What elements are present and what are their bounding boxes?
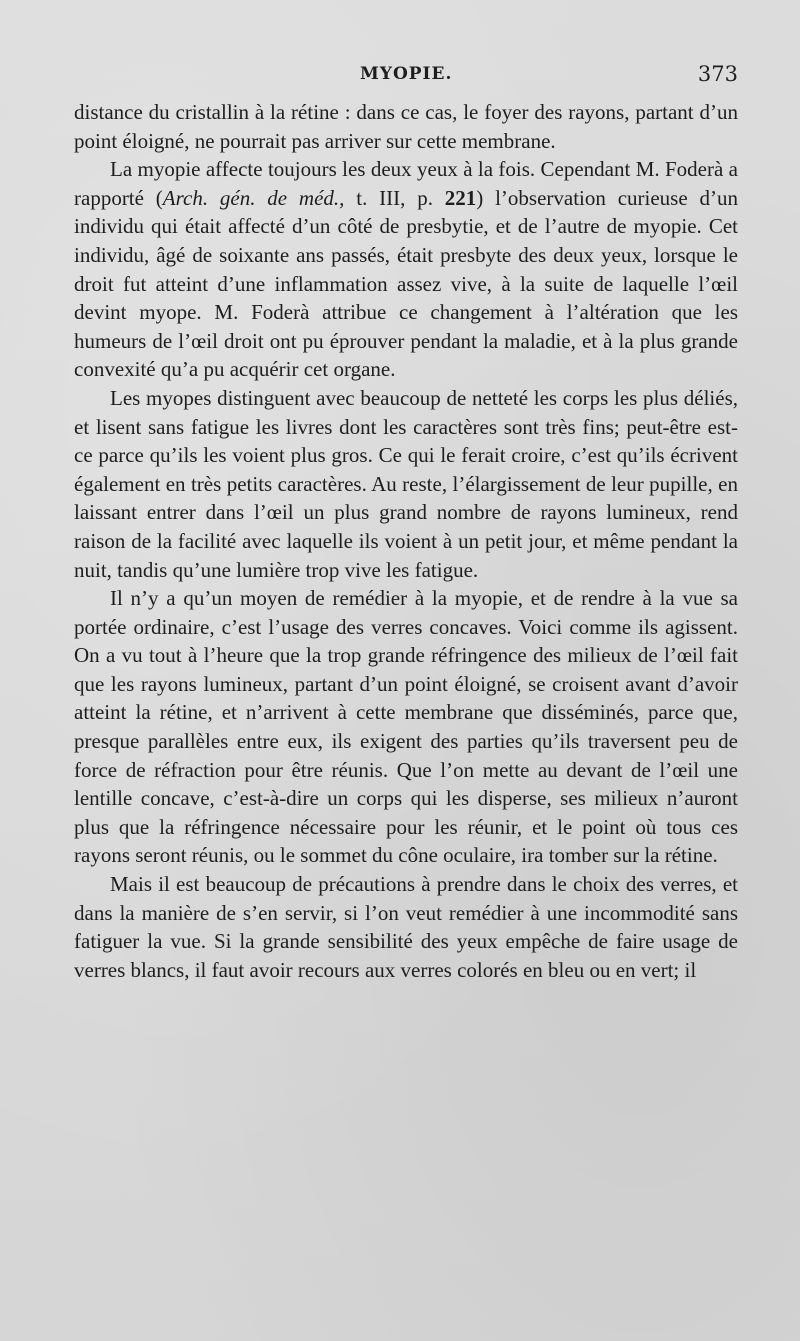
paragraph-remedy: Il n’y a qu’un moyen de remédier à la myopie, et de rendre à la vue sa portée ordinaire, c’est l’usage des verres concaves. Voici comme ils agissent. On a vu tout à l’heure que la trop grande réfringence des milieux de l’œil fait que les rayons lumineux, partant d’un point éloigné, se croisent avant d’avoir atteint la rétine, et n’arrivent à cette membrane que disséminés, parce que, presque parallèles entre eux, ils exigent des parties qu’ils traversent peu de force de réfraction pour être réunis. Que l’on mette au devant de l’œil une lentille concave, c’est-à-dire un corps qui les disperse, ses milieux n’auront plus que la réfringence nécessaire pour les réunir, et le point où tous ces rayons seront réunis, ou le sommet du cône oculaire, ira tomber sur la rétine. bbox=[74, 586, 738, 868]
citation-page: 221 bbox=[444, 185, 477, 210]
running-title: MYOPIE. bbox=[360, 64, 453, 84]
paragraph-text-end: ) l’observation curieuse d’un individu qui était affecté d’un côté de presbytie, et de l’autre de myopie. Cet individu, âgé de soixante ans passés, était presbyte des deux yeux, lorsque le droit fut atteint d’une inflammation assez vive, à la suite de laquelle l’œil devint myope. M. Foderà attribue ce changement à l’altération que les humeurs de l’œil droit ont pu éprouver pendant la maladie, et à la plus grande convexité qu’a pu acquérir cet organe. bbox=[74, 185, 738, 382]
page-header bbox=[74, 62, 738, 90]
page-number: 373 bbox=[697, 62, 738, 86]
citation-volume: t. III, p. bbox=[344, 185, 445, 210]
paragraph-precautions: Mais il est beaucoup de précautions à prendre dans le choix des verres, et dans la manière de s’en servir, si l’on veut remédier à une incommodité sans fatiguer la vue. Si la grande sensibilité des yeux empêche de faire usage de verres blancs, il faut avoir recours aux verres colorés en bleu ou en vert; il bbox=[74, 872, 738, 982]
citation-journal: Arch. gén. de méd., bbox=[162, 185, 345, 210]
body-text bbox=[74, 98, 738, 984]
paragraph-fodera-observation bbox=[74, 155, 738, 384]
paragraph-text-start: La myopie affecte toujours les deux yeux à la fois. Cependant M. Foderà a rapporté ( bbox=[74, 157, 738, 210]
paragraph-continuation: distance du cristallin à la rétine : dans ce cas, le foyer des rayons, partant d’un point éloigné, ne pourrait pas arriver sur cette membrane. bbox=[74, 100, 738, 153]
paragraph-myopes-distinguish: Les myopes distinguent avec beaucoup de netteté les corps les plus déliés, et lisent sans fatigue les livres dont les caractères sont très fins; peut-être est-ce parce qu’ils les voient plus gros. Ce qui le ferait croire, c’est qu’ils écrivent également en très petits caractères. Au reste, l’élargissement de leur pupille, en laissant entrer dans l’œil un plus grand nombre de rayons lumineux, rend raison de la facilité avec laquelle ils voient à un petit jour, et même pendant la nuit, tandis qu’une lumière trop vive les fatigue. bbox=[74, 385, 738, 582]
